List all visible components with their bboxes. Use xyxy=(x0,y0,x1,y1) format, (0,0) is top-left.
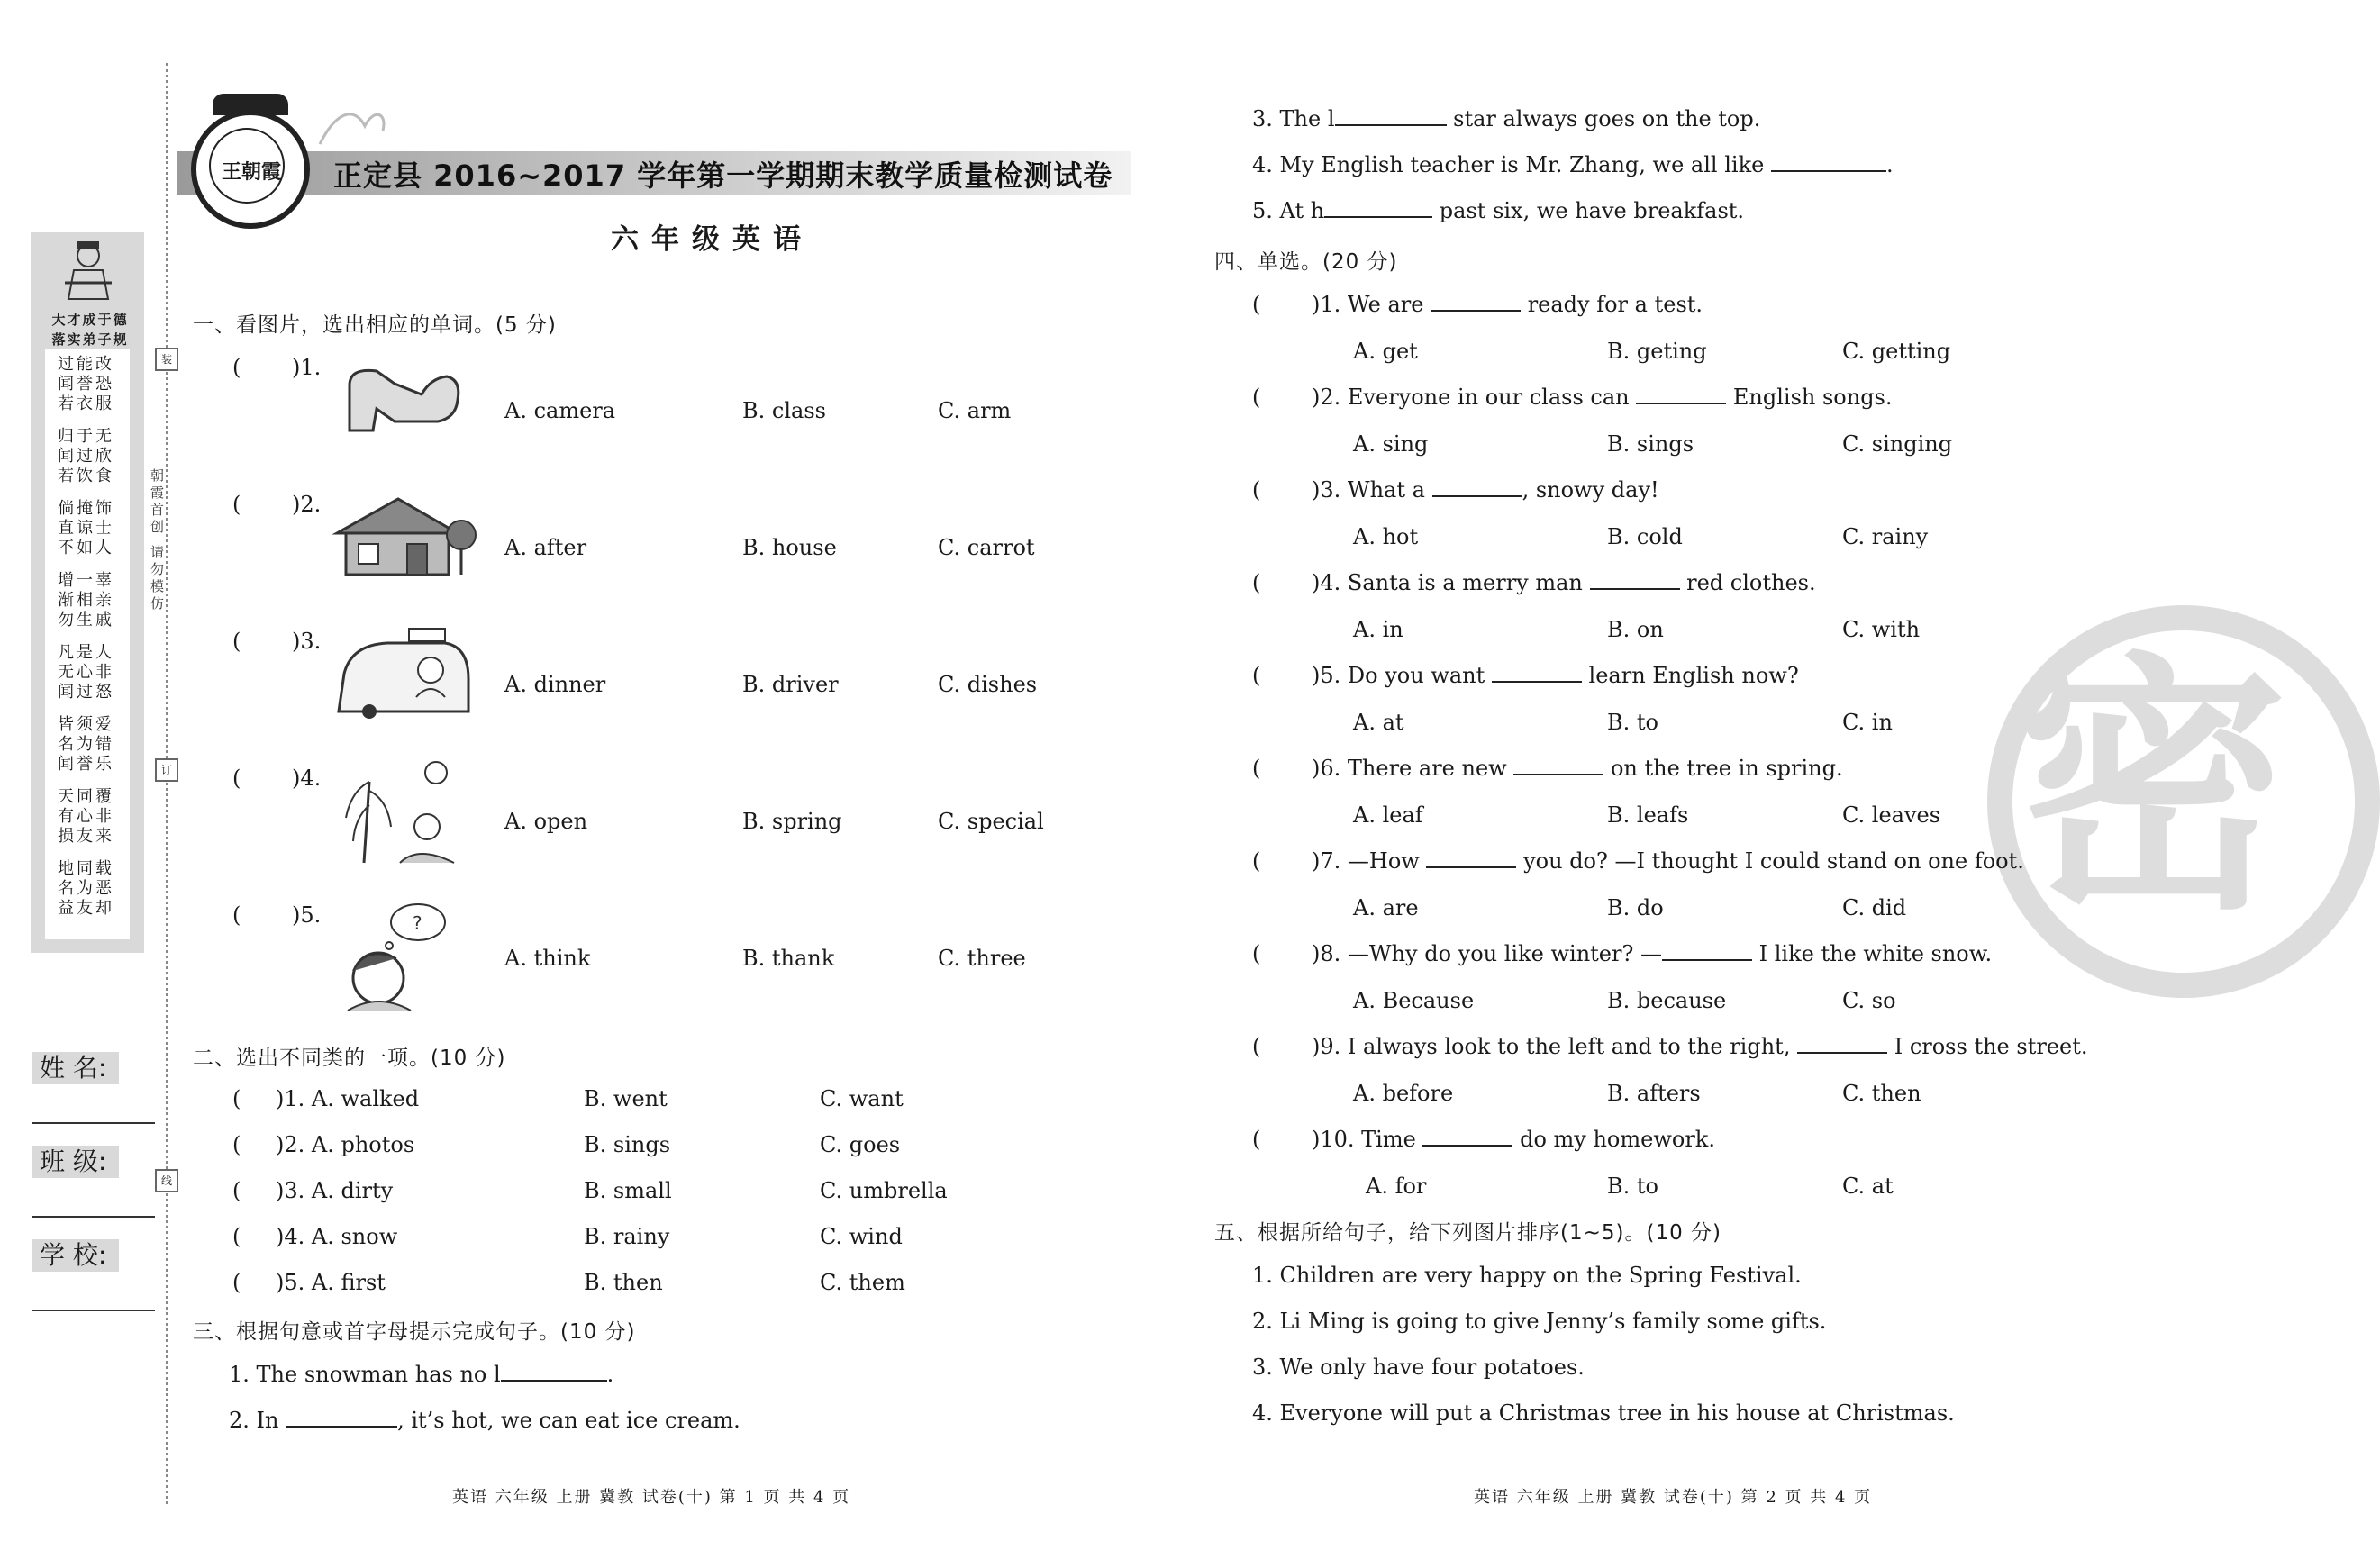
s4-q10-option-a: A. for xyxy=(1366,1174,1427,1199)
s3-sentence-4 xyxy=(1252,152,1894,177)
s2-q2-option-a: )2. A. photos xyxy=(276,1132,415,1157)
answer-paren-open: ( xyxy=(232,1178,241,1203)
s4-q1-text-end: ready for a test. xyxy=(1521,292,1703,317)
s4-q1-option-c: C. getting xyxy=(1842,339,1951,364)
q1-option-c: C. arm xyxy=(938,398,1012,423)
s2-q3-option-a: )3. A. dirty xyxy=(276,1178,394,1203)
s2-q4-option-a: )4. A. snow xyxy=(276,1224,398,1249)
binding-mark-2: 订 xyxy=(155,758,178,782)
answer-paren-open: ( xyxy=(232,1224,241,1249)
s4-q5-option-a: A. at xyxy=(1353,710,1404,735)
q4-option-c: C. special xyxy=(938,809,1044,834)
s3-q5-text: 5. At h xyxy=(1252,198,1325,223)
motto-line-2: 落实弟子规 xyxy=(51,331,129,348)
couplet-5: 凡是人 无心非 闻过怒 xyxy=(58,643,114,702)
s2-q3-option-c: C. umbrella xyxy=(820,1178,948,1203)
answer-paren-open: ( xyxy=(1252,756,1261,781)
s4-q3-option-a: A. hot xyxy=(1353,524,1419,549)
s4-q10-stem xyxy=(1312,1127,1715,1152)
section4-title: 四、单选。(20 分) xyxy=(1214,250,1398,274)
publisher-logo xyxy=(191,110,310,229)
answer-paren-open: ( xyxy=(1252,1127,1261,1152)
s4-q7-text: —How xyxy=(1347,848,1427,874)
s2-q2-option-b: B. sings xyxy=(584,1132,671,1157)
answer-paren-open: ( xyxy=(232,629,241,654)
answer-paren-open: ( xyxy=(1252,663,1261,688)
s4-q10-blank[interactable] xyxy=(1422,1127,1512,1147)
s4-q9-text-end: I cross the street. xyxy=(1887,1034,2088,1059)
s4-q9-blank[interactable] xyxy=(1797,1034,1887,1054)
couplet-3: 倘掩饰 直谅士 不如人 xyxy=(58,499,114,557)
s4-q5-number: )5. xyxy=(1312,663,1341,688)
binding-mark-3: 线 xyxy=(155,1169,178,1192)
answer-paren-open: ( xyxy=(232,902,241,928)
s4-q10-number: )10. xyxy=(1312,1127,1355,1152)
s4-q6-blank[interactable] xyxy=(1513,756,1603,775)
svg-text:?: ? xyxy=(413,912,422,934)
q3-option-c: C. dishes xyxy=(938,672,1038,697)
s3-q3-blank[interactable] xyxy=(1335,106,1447,126)
page-footer-right: 英语 六年级 上册 冀教 试卷(十) 第 2 页 共 4 页 xyxy=(1474,1488,1873,1507)
s2-q4-option-c: C. wind xyxy=(820,1224,903,1249)
q4-option-b: B. spring xyxy=(742,809,842,834)
s4-q4-number: )4. xyxy=(1312,570,1341,595)
s4-q1-option-b: B. geting xyxy=(1607,339,1707,364)
s4-q2-number: )2. xyxy=(1312,385,1341,410)
s2-q4-option-b: B. rainy xyxy=(584,1224,670,1249)
q5-option-b: B. thank xyxy=(742,946,835,971)
couplet-8: 地同载 名为恶 益友却 xyxy=(58,859,114,918)
s4-q3-blank[interactable] xyxy=(1432,477,1522,497)
spring-picture-icon xyxy=(337,755,463,868)
s2-q5-option-a: )5. A. first xyxy=(276,1270,386,1295)
couplet-1: 过能改 闻誉恐 若衣服 xyxy=(58,355,114,413)
s4-q10-option-c: C. at xyxy=(1842,1174,1894,1199)
s3-q4-blank[interactable] xyxy=(1771,152,1886,172)
s4-q9-number: )9. xyxy=(1312,1034,1341,1059)
s3-q3-text: 3. The l xyxy=(1252,106,1335,131)
s4-q2-option-b: B. sings xyxy=(1607,431,1694,457)
answer-paren-open: ( xyxy=(232,1270,241,1295)
couplet-6: 皆须爱 名为错 闻誉乐 xyxy=(58,715,114,774)
s3-q5-blank[interactable] xyxy=(1324,198,1432,218)
motto-line-1: 大才成于德 xyxy=(51,312,129,328)
s4-q6-number: )6. xyxy=(1312,756,1341,781)
s4-q7-blank[interactable] xyxy=(1426,848,1516,868)
s4-q10-text-end: do my homework. xyxy=(1512,1127,1715,1152)
s4-q4-option-a: A. in xyxy=(1353,617,1403,642)
s4-q10-text: Time xyxy=(1361,1127,1423,1152)
s4-q9-stem xyxy=(1312,1034,2088,1059)
s4-q1-stem xyxy=(1312,292,1703,317)
arm-picture-icon xyxy=(341,358,463,436)
s2-q5-option-c: C. them xyxy=(820,1270,905,1295)
answer-paren-open: ( xyxy=(1252,941,1261,966)
s4-q6-option-a: A. leaf xyxy=(1353,802,1423,828)
s4-q1-text: We are xyxy=(1347,292,1431,317)
q2-option-c: C. carrot xyxy=(938,535,1035,560)
s4-q8-text: —Why do you like winter? — xyxy=(1347,941,1662,966)
q4-number: )4. xyxy=(292,766,322,791)
binding-mark-1: 装 xyxy=(155,348,178,371)
s4-q8-option-b: B. because xyxy=(1607,988,1727,1013)
s5-sentence-4: 4. Everyone will put a Christmas tree in his house at Christmas. xyxy=(1252,1400,1955,1426)
couplet-box xyxy=(45,349,130,939)
s4-q7-option-c: C. did xyxy=(1842,895,1907,920)
s3-sentence-1 xyxy=(229,1362,613,1387)
couplet-4: 增一辜 渐相亲 勿生戚 xyxy=(58,571,114,630)
s4-q2-text: Everyone in our class can xyxy=(1347,385,1637,410)
q5-number: )5. xyxy=(292,902,322,928)
s4-q5-option-b: B. to xyxy=(1607,710,1658,735)
s2-q5-option-b: B. then xyxy=(584,1270,663,1295)
s3-sentence-3 xyxy=(1252,106,1760,131)
name-label: 姓 名: xyxy=(32,1052,119,1084)
logo-text: 王朝霞 xyxy=(221,160,281,184)
s4-q4-text-end: red clothes. xyxy=(1679,570,1816,595)
s3-q5-text-end: past six, we have breakfast. xyxy=(1432,198,1745,223)
s4-q8-option-a: A. Because xyxy=(1353,988,1475,1013)
s4-q3-text: What a xyxy=(1347,477,1432,503)
answer-paren-open: ( xyxy=(1252,570,1261,595)
s4-q6-stem xyxy=(1312,756,1843,781)
confidential-watermark: 密 xyxy=(2018,631,2288,946)
s3-q3-text-end: star always goes on the top. xyxy=(1446,106,1761,131)
s4-q5-text: Do you want xyxy=(1347,663,1492,688)
s4-q3-number: )3. xyxy=(1312,477,1341,503)
s4-q2-text-end: English songs. xyxy=(1726,385,1893,410)
answer-paren-open: ( xyxy=(1252,477,1261,503)
ribbon-decoration-icon xyxy=(311,99,392,153)
s3-sentence-2 xyxy=(229,1408,740,1433)
s4-q7-text-end: you do? —I thought I could stand on one foot. xyxy=(1516,848,2024,874)
subject-title: 六年级英语 xyxy=(611,223,813,256)
s4-q6-option-b: B. leafs xyxy=(1607,802,1689,828)
s4-q8-number: )8. xyxy=(1312,941,1341,966)
s4-q2-option-a: A. sing xyxy=(1353,431,1429,457)
s4-q8-blank[interactable] xyxy=(1662,941,1752,961)
s3-q1-text: 1. The snowman has no l xyxy=(229,1362,501,1387)
s4-q5-blank[interactable] xyxy=(1492,663,1582,683)
s4-q3-option-c: C. rainy xyxy=(1842,524,1929,549)
s2-q3-option-b: B. small xyxy=(584,1178,672,1203)
answer-paren-open: ( xyxy=(232,1132,241,1157)
q1-option-a: A. camera xyxy=(504,398,616,423)
s4-q5-stem xyxy=(1312,663,1799,688)
section5-title: 五、根据所给句子，给下列图片排序(1~5)。(10 分) xyxy=(1214,1221,1722,1245)
answer-paren-open: ( xyxy=(1252,292,1261,317)
s4-q3-stem xyxy=(1312,477,1659,503)
s2-q2-option-c: C. goes xyxy=(820,1132,901,1157)
s5-sentence-3: 3. We only have four potatoes. xyxy=(1252,1355,1585,1380)
section3-title: 三、根据句意或首字母提示完成句子。(10 分) xyxy=(193,1320,636,1344)
s4-q4-blank[interactable] xyxy=(1590,570,1680,590)
school-field[interactable] xyxy=(32,1310,155,1311)
s3-q1-text-end: . xyxy=(606,1362,614,1387)
school-label: 学 校: xyxy=(32,1239,119,1272)
s3-q2-text-end: , it’s hot, we can eat ice cream. xyxy=(397,1408,740,1433)
thinking-boy-picture-icon xyxy=(339,899,450,1011)
s3-q4-text: 4. My English teacher is Mr. Zhang, we all like xyxy=(1252,152,1771,177)
q1-option-b: B. class xyxy=(742,398,826,423)
exam-title: 正定县 2016~2017 学年第一学期期末教学质量检测试卷 xyxy=(333,159,1113,193)
copyright-note: 朝霞首创 请勿模仿 xyxy=(149,468,165,613)
binding-line xyxy=(166,63,168,1504)
s4-q9-option-a: A. before xyxy=(1353,1081,1454,1106)
answer-paren-open: ( xyxy=(232,1086,241,1111)
s4-q9-option-b: B. afters xyxy=(1607,1081,1701,1106)
q4-option-a: A. open xyxy=(504,809,588,834)
s4-q4-option-c: C. with xyxy=(1842,617,1921,642)
name-field[interactable] xyxy=(32,1122,155,1124)
q1-number: )1. xyxy=(292,355,322,380)
answer-paren-open: ( xyxy=(232,766,241,791)
s4-q7-number: )7. xyxy=(1312,848,1341,874)
s4-q5-option-c: C. in xyxy=(1842,710,1893,735)
s4-q6-text: There are new xyxy=(1347,756,1514,781)
s4-q7-option-a: A. are xyxy=(1353,895,1419,920)
s4-q5-text-end: learn English now? xyxy=(1581,663,1799,688)
couplet-7: 天同覆 有心非 损友来 xyxy=(58,787,114,846)
s2-q1-option-b: B. went xyxy=(584,1086,668,1111)
s4-q9-text: I always look to the left and to the right, xyxy=(1347,1034,1798,1059)
s4-q1-number: )1. xyxy=(1312,292,1341,317)
s4-q6-text-end: on the tree in spring. xyxy=(1603,756,1843,781)
couplet-2: 归于无 闻过欣 若饮食 xyxy=(58,427,114,485)
scholar-figure-icon xyxy=(61,240,115,303)
q5-option-c: C. three xyxy=(938,946,1026,971)
answer-paren-open: ( xyxy=(232,492,241,517)
s4-q8-stem xyxy=(1312,941,1992,966)
s3-q1-blank[interactable] xyxy=(501,1362,607,1382)
s4-q2-blank[interactable] xyxy=(1636,385,1726,404)
s4-q4-option-b: B. on xyxy=(1607,617,1664,642)
s5-sentence-1: 1. Children are very happy on the Spring Festival. xyxy=(1252,1263,1802,1288)
q2-option-a: A. after xyxy=(504,535,587,560)
page-footer-left: 英语 六年级 上册 冀教 试卷(十) 第 1 页 共 4 页 xyxy=(452,1488,851,1507)
s2-q1-option-a: )1. A. walked xyxy=(276,1086,420,1111)
s4-q2-stem xyxy=(1312,385,1893,410)
house-picture-icon xyxy=(332,494,476,580)
class-label: 班 级: xyxy=(32,1146,119,1178)
s4-q7-option-b: B. do xyxy=(1607,895,1664,920)
s4-q7-stem xyxy=(1312,848,2024,874)
class-field[interactable] xyxy=(32,1216,155,1218)
q3-option-a: A. dinner xyxy=(504,672,606,697)
q3-option-b: B. driver xyxy=(742,672,839,697)
section1-title: 一、看图片，选出相应的单词。(5 分) xyxy=(193,313,557,337)
s4-q3-text-end: , snowy day! xyxy=(1522,477,1659,503)
s4-q8-text-end: I like the white snow. xyxy=(1751,941,1993,966)
s4-q1-option-a: A. get xyxy=(1353,339,1418,364)
q3-number: )3. xyxy=(292,629,322,654)
s3-sentence-5 xyxy=(1252,198,1744,223)
s3-q2-text: 2. In xyxy=(229,1408,286,1433)
s3-q2-blank[interactable] xyxy=(286,1408,397,1428)
s4-q1-blank[interactable] xyxy=(1431,292,1521,312)
s2-q1-option-c: C. want xyxy=(820,1086,904,1111)
answer-paren-open: ( xyxy=(232,355,241,380)
s4-q8-option-c: C. so xyxy=(1842,988,1896,1013)
q2-option-b: B. house xyxy=(742,535,837,560)
answer-paren-open: ( xyxy=(1252,1034,1261,1059)
s4-q9-option-c: C. then xyxy=(1842,1081,1921,1106)
q2-number: )2. xyxy=(292,492,322,517)
motto-panel xyxy=(31,232,144,953)
q5-option-a: A. think xyxy=(504,946,591,971)
s4-q3-option-b: B. cold xyxy=(1607,524,1683,549)
section2-title: 二、选出不同类的一项。(10 分) xyxy=(193,1047,506,1070)
s4-q4-stem xyxy=(1312,570,1816,595)
answer-paren-open: ( xyxy=(1252,848,1261,874)
taxi-driver-picture-icon xyxy=(333,625,476,719)
s3-q4-text-end: . xyxy=(1885,152,1894,177)
s4-q2-option-c: C. singing xyxy=(1842,431,1953,457)
s5-sentence-2: 2. Li Ming is going to give Jenny’s family some gifts. xyxy=(1252,1309,1827,1334)
s4-q6-option-c: C. leaves xyxy=(1842,802,1941,828)
answer-paren-open: ( xyxy=(1252,385,1261,410)
s4-q10-option-b: B. to xyxy=(1607,1174,1658,1199)
s4-q4-text: Santa is a merry man xyxy=(1347,570,1590,595)
